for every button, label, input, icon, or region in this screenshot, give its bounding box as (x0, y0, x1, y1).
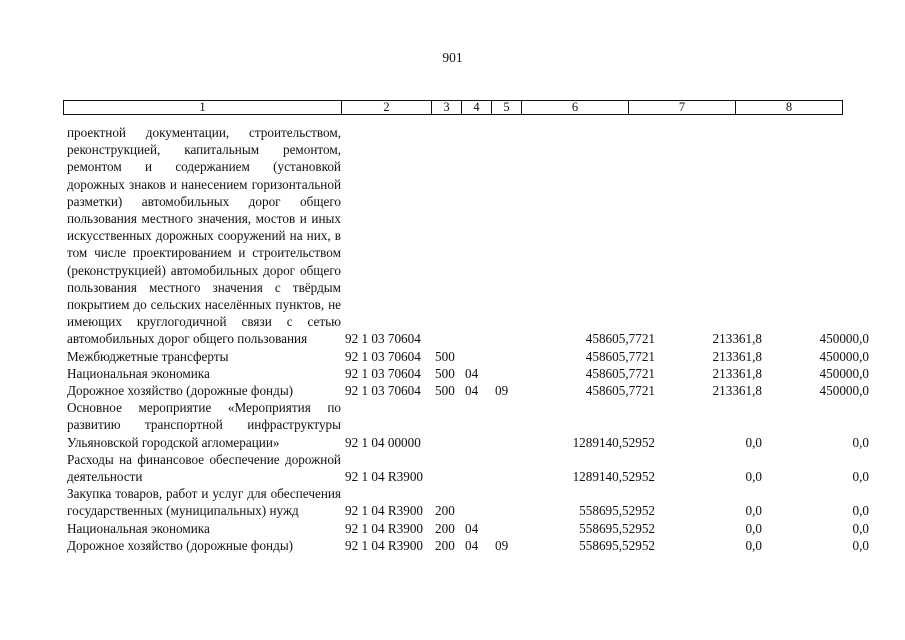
row-expense-type-code (435, 399, 465, 451)
row-amount-col7: 213361,8 (712, 348, 762, 364)
column-number-8: 8 (736, 101, 843, 115)
row-subsection-code (495, 520, 525, 537)
row-amount-col7: 213361,8 (712, 383, 762, 399)
row-target-article-code: 92 1 04 00000 (345, 434, 421, 450)
row-amount-col7: 213361,8 (712, 365, 762, 381)
row-target-article-code: 92 1 04 R3900 (345, 503, 424, 519)
row-section-code (465, 399, 495, 451)
row-name: Национальная экономика (67, 365, 210, 381)
row-amount-col6: 458605,7721 (585, 365, 655, 381)
column-number-7: 7 (629, 101, 736, 115)
row-name: Дорожное хозяйство (дорожные фонды) (67, 383, 294, 399)
row-subsection-code (495, 124, 525, 348)
row-section-code (465, 451, 495, 485)
row-subsection-code (495, 365, 525, 382)
column-number-3: 3 (432, 101, 462, 115)
row-subsection-code (495, 451, 525, 485)
row-name: Основное мероприятие «Мероприятия по развитию транспортной инфраструктуры Ульяновской городской агломерации» (67, 400, 341, 450)
row-amount-col8: 0,0 (852, 503, 869, 519)
row-section-code: 04 (465, 365, 479, 381)
row-expense-type-code: 200 (435, 520, 455, 536)
row-expense-type-code: 200 (435, 537, 455, 553)
row-target-article-code: 92 1 03 70604 (345, 331, 421, 347)
row-amount-col6: 1289140,52952 (572, 469, 655, 485)
row-expense-type-code: 200 (435, 503, 455, 519)
row-target-article-code: 92 1 03 70604 (345, 383, 421, 399)
column-header-table (63, 100, 843, 115)
page-number: 901 (442, 50, 463, 65)
row-amount-col8: 450000,0 (819, 383, 869, 399)
column-number-6: 6 (522, 101, 629, 115)
row-target-article-code: 92 1 03 70604 (345, 348, 421, 364)
row-amount-col7: 0,0 (745, 434, 762, 450)
row-subsection-code (495, 348, 525, 365)
table-row (67, 365, 869, 382)
row-amount-col7: 0,0 (745, 537, 762, 553)
row-amount-col8: 0,0 (852, 520, 869, 536)
column-number-1: 1 (64, 101, 342, 115)
row-name: Дорожное хозяйство (дорожные фонды) (67, 537, 294, 553)
row-name: проектной документации, строительством, реконструкцией, капитальным ремонтом, ремонтом и содержанием (установкой дорожных знаков и нанесением горизонтальной разметки) автомобильных дорог общего пользования местного значения, мостов и иных искусственных дорожных сооружений на них, в том числе проектированием и строительством (реконструкцией) автомобильных дорог общего пользования местного значения с твёрдым покрытием до сельских населённых пунктов, не имеющих круглогодичной связи с сетью автомобильных дорог общего пользования (67, 125, 341, 347)
row-section-code (465, 124, 495, 348)
row-target-article-code: 92 1 04 R3900 (345, 469, 424, 485)
row-expense-type-code (435, 451, 465, 485)
row-section-code (465, 348, 495, 365)
row-subsection-code (495, 485, 525, 519)
row-name: Закупка товаров, работ и услуг для обеспечения государственных (муниципальных) нужд (67, 486, 341, 519)
row-subsection-code (495, 399, 525, 451)
row-target-article-code: 92 1 04 R3900 (345, 520, 424, 536)
column-number-2: 2 (342, 101, 432, 115)
row-section-code: 04 (465, 520, 479, 536)
row-amount-col6: 458605,7721 (585, 331, 655, 347)
column-number-4: 4 (462, 101, 492, 115)
row-amount-col7: 0,0 (745, 503, 762, 519)
row-expense-type-code: 500 (435, 348, 455, 364)
row-expense-type-code: 500 (435, 365, 455, 381)
row-amount-col8: 0,0 (852, 434, 869, 450)
row-amount-col7: 0,0 (745, 520, 762, 536)
row-expense-type-code: 500 (435, 383, 455, 399)
table-row (67, 348, 869, 365)
row-amount-col8: 450000,0 (819, 348, 869, 364)
table-row (67, 399, 869, 451)
row-name: Расходы на финансовое обеспечение дорожной деятельности (67, 451, 341, 485)
row-amount-col8: 0,0 (852, 537, 869, 553)
table-row (67, 124, 869, 348)
row-amount-col6: 458605,7721 (585, 383, 655, 399)
row-amount-col6: 558695,52952 (579, 537, 655, 553)
row-amount-col6: 558695,52952 (579, 520, 655, 536)
table-row (67, 382, 869, 399)
row-target-article-code: 92 1 04 R3900 (345, 537, 424, 553)
row-amount-col6: 558695,52952 (579, 503, 655, 519)
column-number-5: 5 (492, 101, 522, 115)
row-amount-col8: 450000,0 (819, 331, 869, 347)
row-amount-col8: 0,0 (852, 469, 869, 485)
column-header-row (64, 101, 843, 115)
budget-table (67, 124, 869, 554)
row-expense-type-code (435, 124, 465, 348)
row-amount-col8: 450000,0 (819, 365, 869, 381)
row-amount-col6: 458605,7721 (585, 348, 655, 364)
row-section-code (465, 485, 495, 519)
row-section-code: 04 (465, 383, 479, 399)
table-row (67, 451, 869, 485)
row-subsection-code: 09 (495, 383, 509, 399)
row-amount-col7: 0,0 (745, 469, 762, 485)
row-name: Национальная экономика (67, 520, 210, 536)
row-name: Межбюджетные трансферты (67, 348, 229, 364)
row-amount-col7: 213361,8 (712, 331, 762, 347)
row-section-code: 04 (465, 537, 479, 553)
table-row (67, 485, 869, 519)
table-row (67, 537, 869, 554)
table-row (67, 520, 869, 537)
row-target-article-code: 92 1 03 70604 (345, 365, 421, 381)
row-subsection-code: 09 (495, 537, 509, 553)
row-amount-col6: 1289140,52952 (572, 434, 655, 450)
